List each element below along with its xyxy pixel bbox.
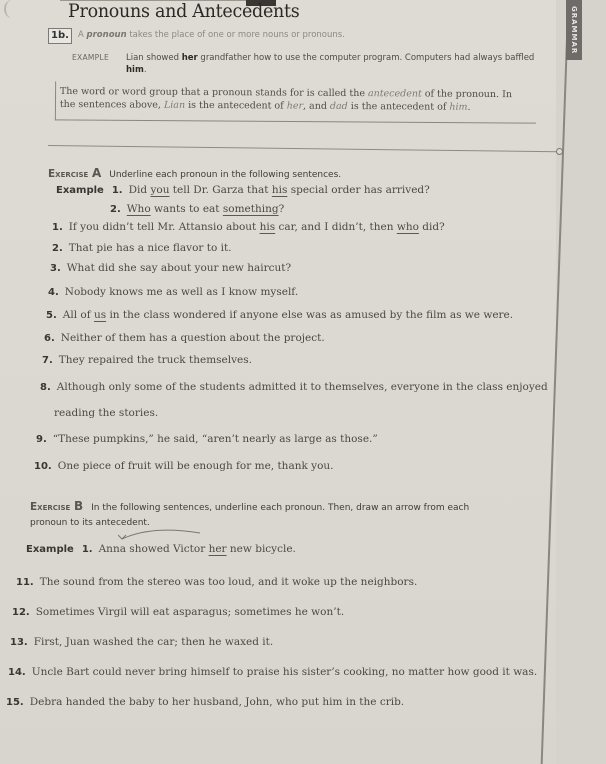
student-underline: who	[396, 221, 419, 233]
exercise-a-item-5: 5. All of us in the class wondered if anyone else was as amused by the film as we were.	[46, 309, 514, 321]
divider-dot-icon	[556, 148, 563, 155]
exercise-a-item-8: 8. Although only some of the students admitted it to themselves, everyone in the class enjoyed	[40, 381, 548, 393]
exercise-b-item-14: 14. Uncle Bart could never bring himself to praise his sister’s cooking, no matter how good it was.	[8, 666, 538, 678]
exercise-a-item-2: 2. That pie has a nice flavor to it.	[52, 242, 232, 254]
student-underline: us	[93, 309, 107, 321]
exercise-b-heading: Exercise B In the following sentences, underline each pronoun. Then, draw an arrow from each pronoun to its antecedent.	[30, 499, 470, 528]
antecedent-arrow-icon	[112, 527, 202, 541]
explanation-text: The word or word group that a pronoun stands for is called the antecedent of the pronoun. In the sentences above, Lian is the antecedent of her, and dad is the antecedent of him.	[59, 85, 513, 113]
exercise-a-item-3: 3. What did she say about your new haircut?	[50, 262, 292, 274]
rule-definition: A pronoun takes the place of one or more nouns or pronouns.	[78, 30, 345, 40]
exercise-a-item-10: 10. One piece of fruit will be enough for me, thank you.	[34, 460, 334, 472]
grammar-side-tab: GRAMMAR	[566, 0, 582, 60]
page-title: Pronouns and Antecedents	[68, 0, 300, 22]
exercise-a-example-2: 2. Who wants to eat something?	[110, 203, 285, 215]
student-underline: his	[259, 221, 276, 233]
example-label: EXAMPLE	[72, 53, 110, 62]
exercise-b-item-12: 12. Sometimes Virgil will eat asparagus; sometimes he won’t.	[12, 606, 345, 618]
exercise-a-item-4: 4. Nobody knows me as well as I know myself.	[48, 286, 299, 298]
exercise-a-item-7: 7. They repaired the truck themselves.	[42, 354, 252, 366]
term-pronoun: pronoun	[86, 30, 127, 40]
exercise-b-item-15: 15. Debra handed the baby to her husband, John, who put him in the crib.	[6, 696, 405, 708]
exercise-a-item-9: 9. “These pumpkins,” he said, “aren’t nearly as large as those.”	[36, 433, 378, 445]
exercise-b-example: Example 1. Anna showed Victor her new bicycle.	[26, 543, 296, 555]
exercise-a-item-1: 1. If you didn’t tell Mr. Attansio about his car, and I didn’t, then who did?	[52, 221, 445, 233]
exercise-a-instruction: Underline each pronoun in the following sentences.	[109, 170, 342, 180]
exercise-a-heading: Exercise A Underline each pronoun in the following sentences.	[48, 166, 342, 180]
exercise-a-item-8-cont: reading the stories.	[54, 407, 159, 419]
rule-number: 1b.	[48, 28, 72, 44]
exercise-b-item-13: 13. First, Juan washed the car; then he waxed it.	[10, 636, 274, 648]
binding-curl	[4, 0, 20, 18]
exercise-b-instruction: In the following sentences, underline each pronoun. Then, draw an arrow from each	[91, 503, 470, 513]
exercise-b-item-11: 11. The sound from the stereo was too loud, and it woke up the neighbors.	[16, 576, 418, 588]
rule-example: Lian showed her grandfather how to use the computer program. Computers had always baffled him.	[126, 53, 535, 75]
section-divider	[48, 145, 558, 152]
exercise-a-example-1: Example 1. Did you tell Dr. Garza that his special order has arrived?	[56, 184, 430, 196]
exercise-a-item-6: 6. Neither of them has a question about the project.	[44, 332, 325, 344]
